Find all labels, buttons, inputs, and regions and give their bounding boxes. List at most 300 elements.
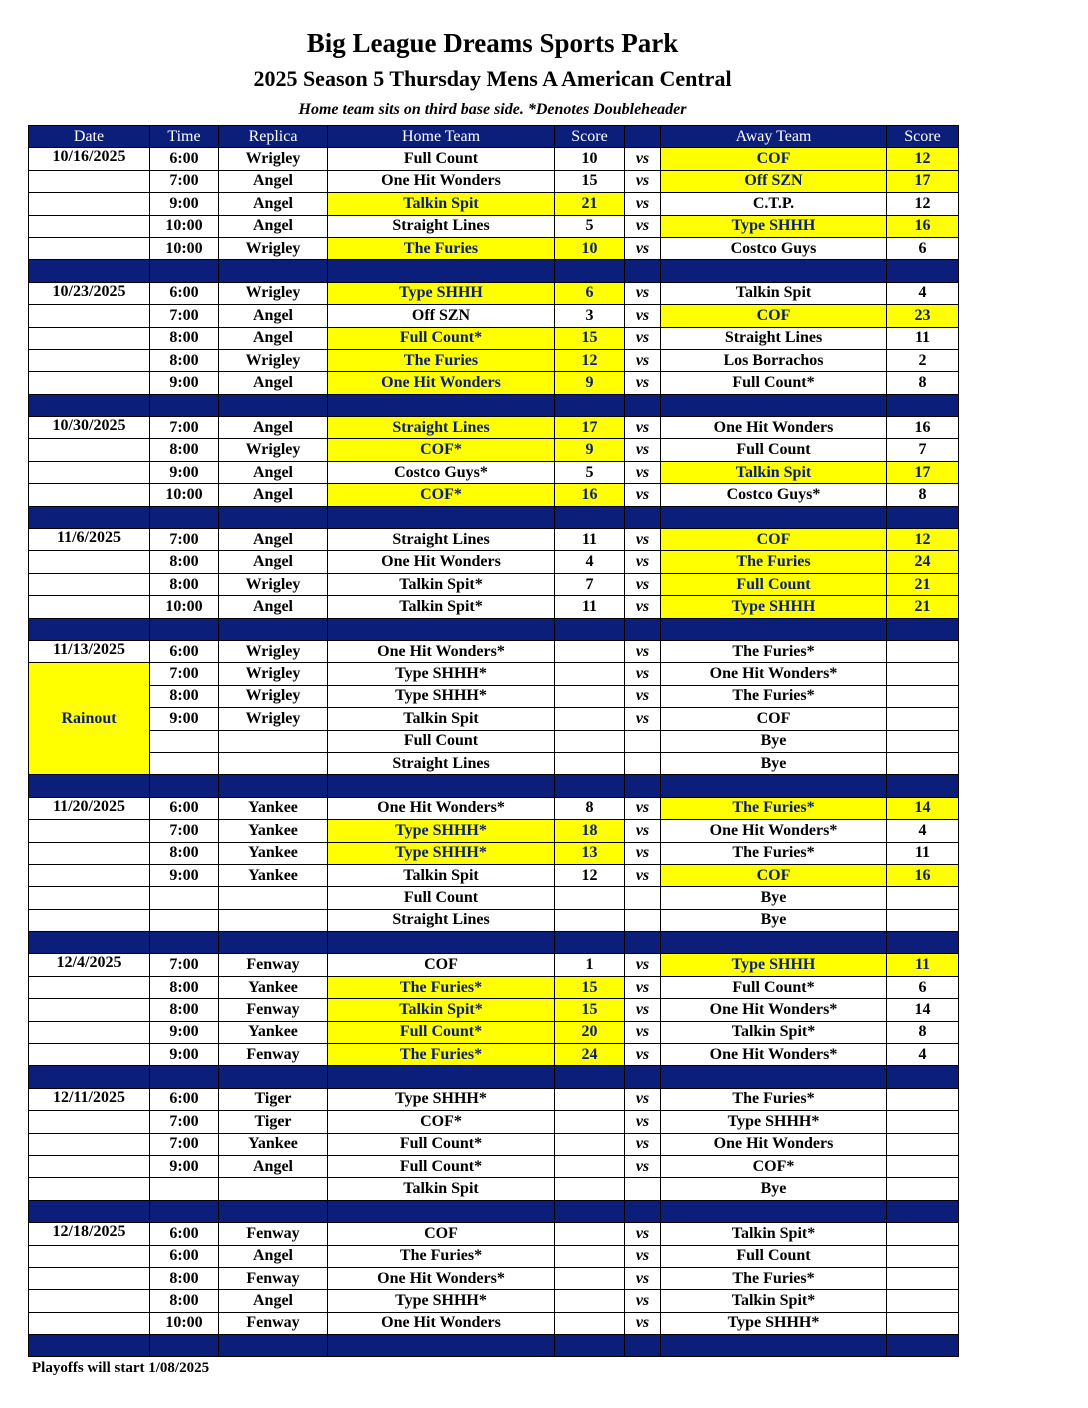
date-cell: 12/4/2025	[29, 954, 150, 976]
away-score-cell: 17	[887, 461, 959, 483]
separator-cell	[555, 1066, 625, 1088]
home-score-cell	[555, 887, 625, 909]
week-separator	[29, 618, 959, 640]
separator-cell	[29, 506, 150, 528]
time-cell: 9:00	[150, 461, 219, 483]
away-team-cell: COF	[661, 708, 887, 730]
time-cell	[150, 887, 219, 909]
vs-cell: vs	[625, 708, 661, 730]
away-team-cell: Bye	[661, 887, 887, 909]
game-row	[29, 1133, 959, 1155]
home-team-cell: Talkin Spit	[328, 864, 555, 886]
date-cell-empty	[29, 1111, 150, 1133]
separator-cell	[328, 394, 555, 416]
game-row	[29, 1178, 959, 1200]
time-cell	[150, 909, 219, 931]
home-score-cell	[555, 1267, 625, 1289]
game-row	[29, 170, 959, 192]
away-team-cell: Type SHHH*	[661, 1111, 887, 1133]
away-score-cell: 4	[887, 1044, 959, 1066]
vs-cell: vs	[625, 976, 661, 998]
vs-cell: vs	[625, 305, 661, 327]
replica-cell: Tiger	[219, 1111, 328, 1133]
away-score-cell: 21	[887, 573, 959, 595]
away-score-cell	[887, 1223, 959, 1245]
separator-cell	[555, 932, 625, 954]
separator-cell	[661, 394, 887, 416]
game-row	[29, 1021, 959, 1043]
away-team-cell: Bye	[661, 730, 887, 752]
separator-cell	[661, 1066, 887, 1088]
away-team-cell: COF	[661, 529, 887, 551]
replica-cell: Fenway	[219, 1223, 328, 1245]
page-title: Big League Dreams Sports Park	[306, 28, 679, 58]
replica-cell	[219, 887, 328, 909]
date-cell-empty	[29, 1133, 150, 1155]
time-cell: 8:00	[150, 439, 219, 461]
away-score-cell: 24	[887, 551, 959, 573]
vs-cell: vs	[625, 349, 661, 371]
vs-cell: vs	[625, 1290, 661, 1312]
away-score-cell: 12	[887, 193, 959, 215]
away-team-cell: Bye	[661, 1178, 887, 1200]
home-team-cell: COF*	[328, 439, 555, 461]
separator-cell	[328, 1066, 555, 1088]
game-row	[29, 1290, 959, 1312]
separator-cell	[625, 1335, 661, 1357]
replica-cell: Angel	[219, 170, 328, 192]
separator-cell	[887, 394, 959, 416]
away-score-cell	[887, 1178, 959, 1200]
date-cell-empty	[29, 999, 150, 1021]
away-team-cell: Full Count*	[661, 372, 887, 394]
replica-cell: Angel	[219, 484, 328, 506]
home-score-cell: 15	[555, 327, 625, 349]
replica-cell: Angel	[219, 551, 328, 573]
away-score-cell	[887, 1245, 959, 1267]
home-score-cell	[555, 663, 625, 685]
away-team-cell: The Furies*	[661, 640, 887, 662]
home-team-cell: One Hit Wonders	[328, 551, 555, 573]
home-team-cell: COF	[328, 1223, 555, 1245]
home-score-cell	[555, 909, 625, 931]
replica-cell: Wrigley	[219, 708, 328, 730]
away-team-cell: One Hit Wonders	[661, 417, 887, 439]
home-score-cell: 18	[555, 820, 625, 842]
game-row	[29, 1223, 959, 1245]
away-score-cell: 7	[887, 439, 959, 461]
separator-cell	[150, 506, 219, 528]
home-score-cell: 24	[555, 1044, 625, 1066]
separator-cell	[625, 1200, 661, 1222]
time-cell: 7:00	[150, 663, 219, 685]
home-team-cell: Full Count	[328, 887, 555, 909]
date-cell-empty	[29, 372, 150, 394]
week-separator	[29, 1200, 959, 1222]
home-score-cell: 9	[555, 372, 625, 394]
game-row	[29, 596, 959, 618]
game-row	[29, 439, 959, 461]
game-row	[29, 282, 959, 304]
date-cell-empty	[29, 349, 150, 371]
time-cell: 6:00	[150, 1245, 219, 1267]
time-cell: 6:00	[150, 282, 219, 304]
date-cell: 11/6/2025	[29, 529, 150, 551]
away-team-cell: The Furies*	[661, 685, 887, 707]
vs-cell: vs	[625, 193, 661, 215]
col-header-away-team: Away Team	[661, 126, 887, 148]
game-row	[29, 372, 959, 394]
game-row	[29, 1312, 959, 1334]
col-header-home-team: Home Team	[328, 126, 555, 148]
away-team-cell: Type SHHH	[661, 596, 887, 618]
away-team-cell: COF	[661, 305, 887, 327]
date-cell: 12/11/2025	[29, 1088, 150, 1110]
home-score-cell: 11	[555, 596, 625, 618]
replica-cell: Angel	[219, 372, 328, 394]
away-team-cell: The Furies*	[661, 842, 887, 864]
home-team-cell: Type SHHH*	[328, 820, 555, 842]
game-row	[29, 954, 959, 976]
home-score-cell	[555, 1245, 625, 1267]
home-team-cell: Full Count*	[328, 1155, 555, 1177]
home-score-cell	[555, 1155, 625, 1177]
replica-cell: Angel	[219, 596, 328, 618]
separator-cell	[625, 932, 661, 954]
time-cell: 8:00	[150, 551, 219, 573]
home-score-cell	[555, 1312, 625, 1334]
rainout-cell: Rainout	[29, 663, 150, 775]
time-cell: 8:00	[150, 976, 219, 998]
vs-cell: vs	[625, 685, 661, 707]
date-cell-empty	[29, 842, 150, 864]
home-score-cell	[555, 1178, 625, 1200]
home-team-cell: Straight Lines	[328, 417, 555, 439]
time-cell: 6:00	[150, 148, 219, 170]
separator-cell	[661, 260, 887, 282]
time-cell: 9:00	[150, 1021, 219, 1043]
away-team-cell: Costco Guys	[661, 237, 887, 259]
home-score-cell: 13	[555, 842, 625, 864]
away-score-cell: 23	[887, 305, 959, 327]
away-score-cell: 12	[887, 148, 959, 170]
home-score-cell: 9	[555, 439, 625, 461]
separator-cell	[29, 932, 150, 954]
away-team-cell: One Hit Wonders*	[661, 1044, 887, 1066]
game-row	[29, 708, 959, 730]
col-header-vs	[625, 126, 661, 148]
vs-cell: vs	[625, 551, 661, 573]
date-cell-empty	[29, 1178, 150, 1200]
replica-cell	[219, 730, 328, 752]
vs-cell: vs	[625, 1088, 661, 1110]
replica-cell: Fenway	[219, 1267, 328, 1289]
replica-cell: Fenway	[219, 999, 328, 1021]
home-team-cell: Full Count	[328, 148, 555, 170]
away-score-cell: 11	[887, 954, 959, 976]
game-row	[29, 484, 959, 506]
replica-cell: Angel	[219, 417, 328, 439]
home-score-cell: 15	[555, 999, 625, 1021]
time-cell: 7:00	[150, 1111, 219, 1133]
home-team-cell: Straight Lines	[328, 752, 555, 774]
time-cell: 8:00	[150, 327, 219, 349]
away-score-cell	[887, 887, 959, 909]
home-score-cell: 5	[555, 215, 625, 237]
away-score-cell: 8	[887, 1021, 959, 1043]
replica-cell: Angel	[219, 305, 328, 327]
separator-cell	[625, 1066, 661, 1088]
date-cell: 11/13/2025	[29, 640, 150, 662]
vs-cell: vs	[625, 954, 661, 976]
vs-cell: vs	[625, 1044, 661, 1066]
away-team-cell: COF*	[661, 1155, 887, 1177]
game-row	[29, 573, 959, 595]
game-row	[29, 887, 959, 909]
page-subtitle: 2025 Season 5 Thursday Mens A American Central	[253, 66, 732, 91]
away-team-cell: The Furies*	[661, 1088, 887, 1110]
time-cell: 9:00	[150, 1044, 219, 1066]
vs-cell: vs	[625, 842, 661, 864]
separator-cell	[661, 932, 887, 954]
home-team-cell: Talkin Spit	[328, 1178, 555, 1200]
separator-cell	[555, 394, 625, 416]
home-score-cell	[555, 1290, 625, 1312]
separator-cell	[625, 506, 661, 528]
home-team-cell: Off SZN	[328, 305, 555, 327]
time-cell: 8:00	[150, 842, 219, 864]
time-cell	[150, 730, 219, 752]
away-team-cell: Talkin Spit*	[661, 1223, 887, 1245]
away-team-cell: Full Count	[661, 439, 887, 461]
home-team-cell: Type SHHH*	[328, 1088, 555, 1110]
week-separator	[29, 260, 959, 282]
replica-cell: Angel	[219, 1290, 328, 1312]
separator-cell	[219, 932, 328, 954]
replica-cell: Yankee	[219, 976, 328, 998]
game-row	[29, 909, 959, 931]
separator-cell	[887, 775, 959, 797]
vs-cell: vs	[625, 1133, 661, 1155]
away-team-cell: Straight Lines	[661, 327, 887, 349]
date-cell-empty	[29, 976, 150, 998]
home-score-cell	[555, 640, 625, 662]
week-separator	[29, 932, 959, 954]
home-score-cell: 15	[555, 170, 625, 192]
away-score-cell	[887, 1155, 959, 1177]
game-row	[29, 1044, 959, 1066]
game-row	[29, 237, 959, 259]
away-score-cell	[887, 1290, 959, 1312]
home-team-cell: One Hit Wonders*	[328, 1267, 555, 1289]
home-team-cell: The Furies*	[328, 1245, 555, 1267]
vs-cell: vs	[625, 148, 661, 170]
separator-cell	[219, 1066, 328, 1088]
game-row	[29, 461, 959, 483]
game-row	[29, 999, 959, 1021]
game-row	[29, 730, 959, 752]
away-score-cell: 16	[887, 215, 959, 237]
vs-cell: vs	[625, 1021, 661, 1043]
replica-cell: Yankee	[219, 1133, 328, 1155]
separator-cell	[29, 394, 150, 416]
separator-cell	[219, 506, 328, 528]
date-cell-empty	[29, 305, 150, 327]
date-cell-empty	[29, 439, 150, 461]
separator-cell	[150, 618, 219, 640]
time-cell: 8:00	[150, 1267, 219, 1289]
vs-cell: vs	[625, 1155, 661, 1177]
vs-cell	[625, 909, 661, 931]
vs-cell: vs	[625, 1245, 661, 1267]
week-separator	[29, 394, 959, 416]
game-row	[29, 842, 959, 864]
separator-cell	[555, 506, 625, 528]
separator-cell	[887, 932, 959, 954]
separator-cell	[150, 1200, 219, 1222]
game-row	[29, 529, 959, 551]
col-header-date: Date	[29, 126, 150, 148]
date-cell: 12/18/2025	[29, 1223, 150, 1245]
away-score-cell	[887, 1088, 959, 1110]
away-score-cell: 8	[887, 372, 959, 394]
game-row	[29, 752, 959, 774]
away-team-cell: Off SZN	[661, 170, 887, 192]
away-score-cell	[887, 752, 959, 774]
replica-cell: Wrigley	[219, 237, 328, 259]
separator-cell	[555, 260, 625, 282]
home-team-cell: Straight Lines	[328, 529, 555, 551]
date-cell-empty	[29, 237, 150, 259]
schedule-table	[28, 125, 959, 1357]
separator-cell	[219, 1200, 328, 1222]
time-cell: 8:00	[150, 685, 219, 707]
game-row	[29, 193, 959, 215]
separator-cell	[219, 775, 328, 797]
vs-cell	[625, 730, 661, 752]
replica-cell: Wrigley	[219, 148, 328, 170]
away-team-cell: C.T.P.	[661, 193, 887, 215]
away-team-cell: Talkin Spit	[661, 282, 887, 304]
replica-cell: Fenway	[219, 1312, 328, 1334]
away-score-cell	[887, 730, 959, 752]
date-cell: 10/30/2025	[29, 417, 150, 439]
home-team-cell: One Hit Wonders	[328, 1312, 555, 1334]
away-team-cell: One Hit Wonders*	[661, 820, 887, 842]
home-team-cell: COF*	[328, 484, 555, 506]
away-score-cell: 17	[887, 170, 959, 192]
time-cell: 6:00	[150, 640, 219, 662]
home-score-cell: 21	[555, 193, 625, 215]
separator-cell	[625, 394, 661, 416]
time-cell: 7:00	[150, 1133, 219, 1155]
separator-cell	[219, 1335, 328, 1357]
col-header-time: Time	[150, 126, 219, 148]
header-row	[29, 126, 959, 148]
replica-cell: Fenway	[219, 954, 328, 976]
game-row	[29, 864, 959, 886]
home-score-cell	[555, 752, 625, 774]
date-cell-empty	[29, 1290, 150, 1312]
away-score-cell: 16	[887, 864, 959, 886]
vs-cell: vs	[625, 484, 661, 506]
home-team-cell: COF*	[328, 1111, 555, 1133]
separator-cell	[29, 1066, 150, 1088]
separator-cell	[555, 775, 625, 797]
home-team-cell: COF	[328, 954, 555, 976]
game-row	[29, 349, 959, 371]
vs-cell: vs	[625, 1223, 661, 1245]
date-cell-empty	[29, 909, 150, 931]
time-cell: 9:00	[150, 864, 219, 886]
home-team-cell: Type SHHH*	[328, 663, 555, 685]
home-score-cell: 12	[555, 349, 625, 371]
away-score-cell	[887, 708, 959, 730]
date-cell-empty	[29, 461, 150, 483]
away-team-cell: Bye	[661, 909, 887, 931]
vs-cell: vs	[625, 663, 661, 685]
separator-cell	[328, 260, 555, 282]
separator-cell	[887, 260, 959, 282]
away-team-cell: The Furies	[661, 551, 887, 573]
separator-cell	[625, 260, 661, 282]
home-score-cell	[555, 1133, 625, 1155]
away-team-cell: COF	[661, 864, 887, 886]
vs-cell: vs	[625, 417, 661, 439]
away-score-cell	[887, 1267, 959, 1289]
home-score-cell: 4	[555, 551, 625, 573]
separator-cell	[29, 1200, 150, 1222]
game-row	[29, 797, 959, 819]
date-cell-empty	[29, 596, 150, 618]
time-cell: 9:00	[150, 372, 219, 394]
replica-cell: Angel	[219, 529, 328, 551]
replica-cell: Wrigley	[219, 349, 328, 371]
time-cell: 10:00	[150, 1312, 219, 1334]
away-score-cell: 6	[887, 237, 959, 259]
home-team-cell: The Furies	[328, 349, 555, 371]
vs-cell: vs	[625, 820, 661, 842]
time-cell: 8:00	[150, 1290, 219, 1312]
vs-cell: vs	[625, 999, 661, 1021]
separator-cell	[661, 1335, 887, 1357]
separator-cell	[328, 932, 555, 954]
home-team-cell: Type SHHH	[328, 282, 555, 304]
separator-cell	[150, 1335, 219, 1357]
date-cell-empty	[29, 1021, 150, 1043]
replica-cell: Angel	[219, 1155, 328, 1177]
replica-cell: Wrigley	[219, 282, 328, 304]
home-score-cell	[555, 730, 625, 752]
separator-cell	[150, 932, 219, 954]
home-team-cell: The Furies*	[328, 1044, 555, 1066]
date-cell: 11/20/2025	[29, 797, 150, 819]
away-team-cell: Type SHHH*	[661, 1312, 887, 1334]
away-team-cell: Full Count	[661, 573, 887, 595]
game-row	[29, 685, 959, 707]
time-cell: 7:00	[150, 529, 219, 551]
date-cell-empty	[29, 1312, 150, 1334]
week-separator	[29, 506, 959, 528]
game-row	[29, 327, 959, 349]
home-team-cell: Full Count*	[328, 327, 555, 349]
time-cell: 10:00	[150, 596, 219, 618]
away-team-cell: One Hit Wonders*	[661, 663, 887, 685]
replica-cell: Wrigley	[219, 685, 328, 707]
away-team-cell: One Hit Wonders	[661, 1133, 887, 1155]
home-team-cell: Talkin Spit*	[328, 573, 555, 595]
game-row	[29, 1245, 959, 1267]
